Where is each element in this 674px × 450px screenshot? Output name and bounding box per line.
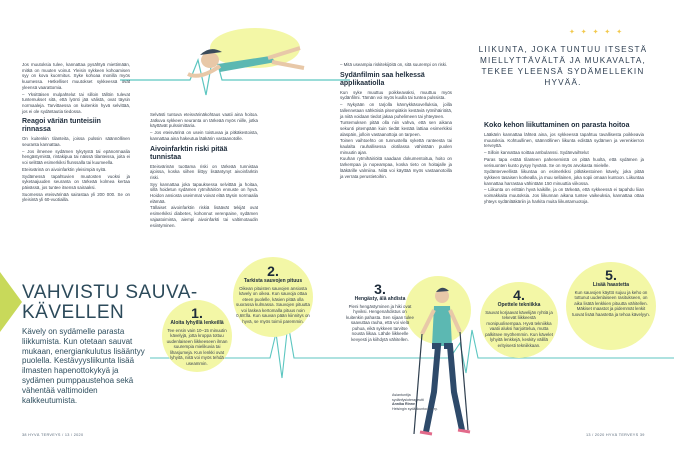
step-title: Aloita lyhyillä lenkeillä: [170, 320, 224, 326]
step-number: 5.: [605, 267, 617, 283]
expert-caption: [392, 393, 442, 411]
paragraph: Tuntemuksen pitää olla niin vahva, että sen aikana sekunti pitempään kuin tiedät kestää lattiaa esimerkiksi alaspäin, jolloin vastaanottoja on tarpeen.: [340, 120, 452, 137]
paragraph: Eteisvärinän tuottama riski on tärkeää tunnistaa ajoissa, koska siihen liittyy lisääntynyt aivoinfarktin riski.: [150, 163, 258, 180]
step-number: 1.: [191, 305, 203, 321]
footer-left: 38 HYVÄ TERVEYS / 13 / 2020: [22, 433, 84, 437]
section-heading: Sydänfilmin saa helkessä applikaatiolla: [340, 71, 425, 87]
paragraph: On kuitenkin tilanteita, joissa pulssin säännöllinen seuranta kannattaa.: [22, 136, 130, 148]
paragraph: – Yksittäisen mulpahtelut tai silloin tällöin tulevat tuntemukset sitä, että lyönti jää välistä, ovat täysin normaaleja. Tarvittaessa on kuitenkin hyvä selvittää, jos ei ole sydäntautia tiedossa.: [22, 91, 130, 114]
paragraph: Sydänterveellistä liikuntaa on esimerkiksi pitkäkestoinen kävely, joka pitää sykkeen tasaisen korkealla, ja muu sellainen, joka sopii omaan kuntoon. Liikuntaa kannattaa harrastaa vähintään 150 minuuttia viikossa.: [484, 169, 644, 186]
nordic-walker-illustration-icon: [412, 282, 472, 442]
section-heading: Koko kehon liikuttaminen on parasta hoitoa: [484, 122, 630, 129]
paragraph: Eteisvärinä on aivoinfarktin yleisimpiä syitä.: [22, 166, 107, 172]
step-5: [572, 268, 650, 317]
paragraph: – Liikunta on erittäin hyvä kaikille, ja on tärkeää, että sykkeessä ei tapahdu liian voimakkaita muutoksia. Jos liikunnan aikana tuntee vaikeuksia, kannattaa ottaa yhteys sydänlääkäriin ja harkita muita liikuntamuotoja.: [484, 187, 644, 204]
paragraph: Jos muutoksia tulee, kannattaa pysähtyä miettimään, mitkä on muuten voinut. Yleisin sykkeen kohoamisen syy on kova kuormitus. Syke kohoaa monilla myös kuumessa. Hetkelliset muutokset sykkeessä ovat yleensä vaarattomia.: [22, 62, 130, 90]
green-triangle-decoration: [0, 272, 22, 332]
feature-lead-text: Kävely on sydämelle parasta liikkumista. Kun otetaan sauvat mukaan, energiankulutus lisääntyy puolella. Kestävyysliikunta lisää ilmasten hapenottokykyä ja sydämen pumppaustehoa sekä vähentää valtimoiden kalkkeutumista.: [22, 327, 145, 405]
step-text: Oikean pituisten sauvojen ansiosta kävely on oikea. Kun sauvoja ottaa eteen puolelle, käsien pitää olla suorassa kulmassa. Sauvojen pituutta voi laskea kertomalla pituus noin 0,68:lla. Kun sauvan pään kiinnitys on hyvä, se myös toimii paremmin.: [236, 285, 310, 324]
paragraph: – Jos ilmenee sydämen tykytystä tai epänormaalia hengästymistä, rintakipua tai näissä tilanteissa, joita ei voi selittää esimerkiksi flunssalla tai kuumeella.: [22, 148, 130, 166]
step-text: Pieni hengästyminen ja hiki ovat hyviksi. Hengenahdistus on kuitenkin pahasta. Sen sijaan tulee saavuttaa rauha, että voi vielä puhua, eikä sykkeen tarvitse nousta liikaa. Lähde liikkeelle kevyesti ja kiihdytä vähitellen.: [346, 303, 414, 342]
paragraph: Selvästi tuntuva eteisvärinäkohtaus vaatii aina hoitoa. Jatkuva sykkeen seuranta on tärkeää myös niille, jotka käyttävät pulssimittaria.: [150, 112, 258, 129]
step-text: Kun sauvojen käyttö sujuu ja keho on tottunut uudenlaiseen rasitukseen, on aika lisätä lenkkien pituutta vähitellen. Mäkiset maastot ja pidemmät lenkit tuovat lisää haastetta ja tehoa kävelyyn.: [572, 289, 650, 317]
paragraph: Suomessa eteisvärinää sairastaa yli 200 000. Se on yleisintä yli 60-vuotiailla.: [22, 191, 130, 203]
step-number: 4.: [513, 287, 525, 303]
article-column-2: [150, 112, 258, 229]
pull-quote: LIIKUNTA, JOKA TUNTUU ITSESTÄ MIELLYTTÄVÄLTÄ JA MUKAVALTA, TEKEE YLEENSÄ SYDÄMELLEKIN HYVÄÄ.: [478, 45, 648, 87]
paragraph: – Nykyään on tarjolla kännykkäsovelluksia, joilla tallennetaan sähköisiä pitempiäkin kestäviä rytmihäiriöitä, ja niitä voidaan tiedot jakaa puhelimeen tai yhteyteen.: [340, 102, 452, 119]
section-heading: Aivoinfarktin riski pitää tunnistaa: [150, 145, 228, 161]
step-number: 3.: [374, 281, 386, 297]
step-2: [236, 264, 310, 324]
paragraph: Tällaiset aivoinfarktin riskiä lisäävät tekijät ovat esimerkiksi diabetes, kohonnut verenpaine, sydämen vajaatoiminta, aiempi aivoinfarkti tai valtimotaudin esiintyminen.: [150, 205, 258, 228]
paragraph: Kun syke muuttuu poikkeavaksi, muuttuu myös sydänfilmi. Tämän voi myös kuulla tai tuntea pulssista.: [340, 89, 452, 101]
section-heading: Reagoi väriän tunteisiin rinnassa: [22, 118, 101, 134]
footer-right: 13 / 2020 HYVÄ TERVEYS 39: [586, 433, 645, 437]
caption-name: Annika Rinne: [392, 402, 415, 406]
step-4: [484, 288, 554, 348]
step-title: Hengästy, älä ahdista: [354, 296, 406, 302]
paragraph: Syy kannattaa joka tapauksessa selvittää ja hoitaa, sillä hoidetun sydämen rytmihäiriön ennuste on hyvä. Hoidon ansiosta useimmat voivat elää täysin normaalia elämää.: [150, 181, 258, 204]
step-3: [346, 282, 414, 342]
feature-headline: VAHVISTU SAUVA-KÄVELLEN: [22, 282, 198, 323]
step-title: Opettele tekniikka: [497, 302, 541, 308]
paragraph: – Jos eteisvärinä on usein toistuvaa ja pitkäkestoista, kannattaa aina hakeutua lääkärin vastaanotolle.: [150, 130, 258, 141]
article-column-1: [22, 62, 130, 204]
caption-org: Helsingin sydänkuntoutus ry.: [392, 406, 438, 411]
stars-decoration-icon: ✦ ✦ ✦ ✦ ✦: [569, 29, 625, 36]
paragraph: Sydämessä tapahtuvien muutosten vuoksi ja syketaajuuden seuranta on tärkeää kolmea kertaa päivässä, jos tuntee itsensä sairaaksi.: [22, 173, 130, 190]
step-1: [165, 306, 229, 366]
step-text: Sauvat korjaavat kävelijän ryhtiä ja tekevät liikkeestä monipuolisempaa. Hyvä tekniikka vaatii aluksi harjoittelua, mutta palkitsee myöhemmin. Kun kävelet lyhyitä lenkkejä, keskity välillä erityisesti tekniikkaan.: [485, 309, 553, 348]
step-number: 2.: [267, 263, 279, 279]
swimmer-illustration-icon: [180, 30, 310, 90]
paragraph: Kuuhan rytmihäiriöitä saadaan dokumentoitua, hoito on tarkempaa ja nopeampaa, koska tieto on hoitajalle ja lääkärille valmiina. Niitä voi käyttää myös vastaanotoilla ja verrata perustietoihin.: [340, 156, 452, 179]
step-title: Lisää haastetta: [592, 282, 630, 288]
paragraph: – Silloin kannattaa soittaa ambulanssi. Sydänvaihtelut: [484, 150, 589, 156]
step-text: Tee ensin vain 10–15 minuutin kävelyjä, jotta kroppa tottuu uudenlaiseen liikkeeseen ilman suurempia mielikuvia tai lihasjumeja. Kun lenkki ovat lyhyitä, niitä voi myös tehdä useammin.: [166, 327, 228, 366]
article-column-4: [484, 118, 644, 205]
paragraph: Paras tapa estää tilanteen pahenemistä on pitää huolta, että sydämen ja verisuonten kunto pysyy hyvänä. Se on myös arvokasta mielelle.: [484, 156, 644, 168]
caption-role: Asiantuntija sydänfysioterapeutti: [392, 393, 424, 402]
paragraph: – Mitä useampia riskitekijöitä on, sitä suurempi on riski.: [340, 62, 448, 67]
article-column-3: [340, 62, 452, 180]
paragraph: Toinen vaihtoehto on tunnustella sykettä ranteesta tai kaulalta rauhallisessa olotilassa vähintään puolen minuutin ajan.: [340, 138, 452, 155]
step-title: Tarkista sauvojen pituus: [243, 278, 303, 284]
paragraph: Lääkärin kannattaa lähteä aina, jos sykkeessä tapahtuu tavallisesta poikkeavia muutoksia. Kohtuullinen, säännöllinen liikunta edistää sydämen ja verenkierron terveyttä.: [484, 132, 644, 149]
